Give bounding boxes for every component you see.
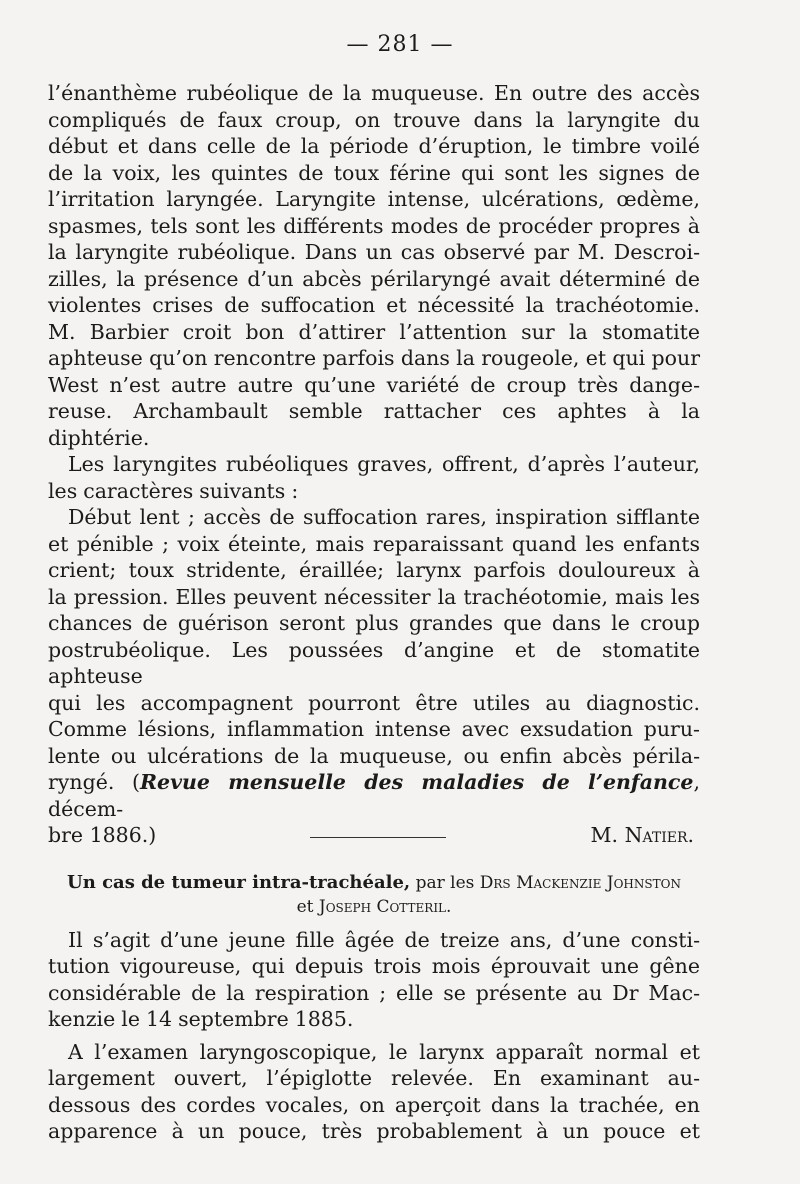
text-line: postrubéolique. Les poussées d’angine et de stomatite aphteuse bbox=[48, 637, 700, 688]
text-line: compliqués de faux croup, on trouve dans la laryngite du bbox=[48, 107, 700, 132]
text-line: largement ouvert, l’épiglotte relevée. En examinant au- bbox=[48, 1066, 700, 1090]
text-line: Début lent ; accès de suffocation rares, inspiration sifflante bbox=[68, 505, 700, 529]
text-line: A l’examen laryngoscopique, le larynx apparaît normal et bbox=[68, 1039, 700, 1064]
text-line: de la voix, les quintes de toux férine qui sont les signes de bbox=[48, 160, 700, 185]
citation-end: bre 1886.) bbox=[48, 823, 157, 847]
article-title bbox=[48, 871, 700, 919]
separator bbox=[48, 849, 700, 871]
text-line: les caractères suivants : bbox=[48, 478, 299, 503]
text-line: et pénible ; voix éteinte, mais reparaissant quand les enfants bbox=[48, 531, 700, 556]
page-number: — 281 — bbox=[346, 32, 454, 57]
text-line: M. Barbier croit bon d’attirer l’attention sur la stomatite bbox=[48, 319, 700, 344]
article-title-by: par les bbox=[415, 872, 475, 893]
signature-line bbox=[48, 822, 700, 849]
text-line: chances de guérison seront plus grandes que dans le croup bbox=[48, 611, 700, 635]
text-line: reuse. Archambault semble rattacher ces aphtes à la diphtérie. bbox=[48, 399, 700, 450]
text-line: Les laryngites rubéoliques graves, offrent, d’après l’auteur, bbox=[68, 452, 700, 476]
article-title-et: et bbox=[296, 896, 314, 917]
citation-line bbox=[48, 769, 700, 822]
text-line: lente ou ulcérations de la muqueuse, ou enfin abcès périla- bbox=[48, 743, 700, 768]
text-body bbox=[48, 80, 700, 1145]
article-author-2: Joseph Cotteril. bbox=[318, 896, 452, 917]
text-line: considérable de la respiration ; elle se présente au Dr Mac- bbox=[48, 980, 700, 1005]
text-line: début et dans celle de la période d’éruption, le timbre voilé bbox=[48, 134, 700, 158]
text-line: l’irritation laryngée. Laryngite intense, ulcérations, œdème, bbox=[48, 187, 700, 211]
text-line: qui les accompagnent pourront être utiles au diagnostic. bbox=[48, 690, 700, 715]
text-line: dessous des cordes vocales, on aperçoit dans la trachée, en bbox=[48, 1092, 700, 1117]
journal-title: Revue mensuelle des maladies de l’enfance bbox=[140, 770, 694, 794]
text-line: la laryngite rubéolique. Dans un cas observé par M. Descroi- bbox=[48, 240, 700, 264]
article-title-drs: Drs bbox=[479, 872, 511, 893]
paragraph-4 bbox=[48, 927, 700, 1033]
citation-pre: ryngé. ( bbox=[48, 770, 140, 794]
author-signature: M. Natier. bbox=[590, 823, 694, 847]
article-title-main: Un cas de tumeur intra-trachéale, bbox=[67, 871, 411, 893]
separator-rule bbox=[310, 837, 446, 838]
article-author-1: Mackenzie Johnston bbox=[516, 872, 681, 893]
text-line: spasmes, tels sont les différents modes de procéder propres à bbox=[48, 213, 700, 238]
text-line: zilles, la présence d’un abcès périlaryngé avait déterminé de bbox=[48, 266, 700, 291]
text-line: tution vigoureuse, qui depuis trois mois éprouvait une gêne bbox=[48, 954, 700, 978]
paragraph-1 bbox=[48, 80, 700, 451]
text-line: la pression. Elles peuvent nécessiter la trachéotomie, mais les bbox=[48, 584, 700, 609]
text-line: apparence à un pouce, très probablement à un pouce et bbox=[48, 1119, 700, 1143]
text-line: aphteuse qu’on rencontre parfois dans la rougeole, et qui pour bbox=[48, 346, 700, 370]
text-line: Il s’agit d’une jeune fille âgée de treize ans, d’une consti- bbox=[68, 927, 700, 952]
text-line: l’énanthème rubéolique de la muqueuse. En outre des accès bbox=[48, 81, 700, 105]
paragraph-3 bbox=[48, 504, 700, 849]
paragraph-5 bbox=[48, 1039, 700, 1145]
text-line: crient; toux stridente, éraillée; larynx parfois douloureux à bbox=[48, 558, 700, 582]
paragraph-2 bbox=[48, 451, 700, 504]
text-line: West n’est autre autre qu’une variété de croup très dange- bbox=[48, 372, 700, 397]
text-line: kenzie le 14 septembre 1885. bbox=[48, 1007, 354, 1031]
text-line: Comme lésions, inflammation intense avec exsudation puru- bbox=[48, 717, 700, 741]
text-line: violentes crises de suffocation et nécessité la trachéotomie. bbox=[48, 293, 700, 317]
citation-post: , décem- bbox=[48, 770, 700, 821]
